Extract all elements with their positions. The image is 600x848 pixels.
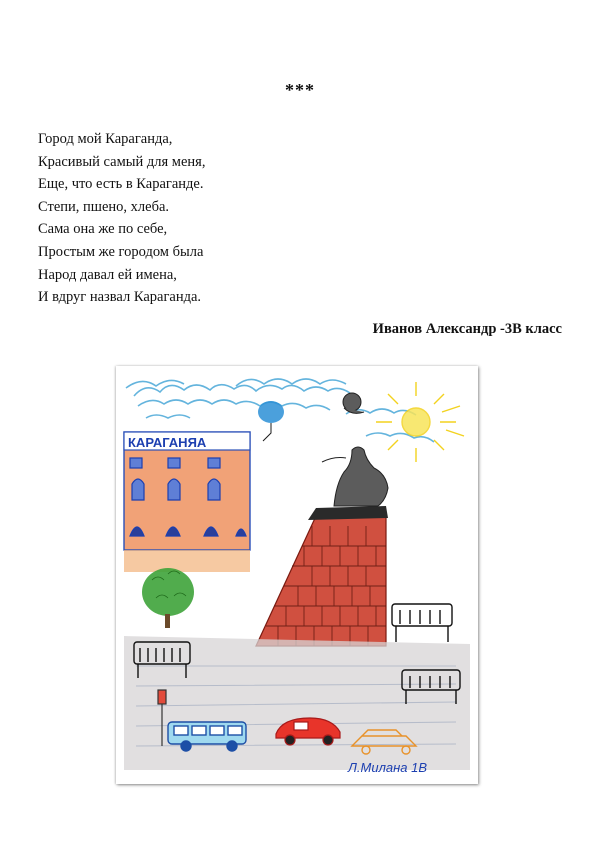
- monument-pedestal: [256, 506, 388, 646]
- poem-line: Сама она же по себе,: [38, 221, 168, 238]
- sun: [376, 382, 464, 462]
- building: [124, 432, 250, 572]
- tree: [142, 568, 194, 628]
- poem-heading: ***: [285, 80, 315, 100]
- poem-line: Город мой Караганда,: [38, 131, 173, 147]
- ground: [124, 636, 470, 770]
- poem-line: И вдруг назвал Караганда.: [38, 289, 202, 306]
- poem-line: Красивый самый для меня,: [38, 153, 206, 170]
- poem-line: Народ давал ей имена,: [38, 266, 177, 283]
- poem-line: Еще, что есть в Караганде.: [38, 176, 204, 193]
- balloon: [258, 401, 284, 441]
- drawing-signature: Л.Милана 1В: [348, 760, 428, 775]
- poem: [38, 128, 205, 309]
- building-sign: КАРАГАНЯА: [128, 435, 207, 450]
- child-drawing: [116, 366, 478, 784]
- poem-line: Степи, пшено, хлеба.: [38, 198, 170, 215]
- poem-line: Простым же городом была: [38, 243, 204, 260]
- author-credit: Иванов Александр -3В класс: [372, 321, 562, 337]
- bench-right-top: [392, 604, 452, 642]
